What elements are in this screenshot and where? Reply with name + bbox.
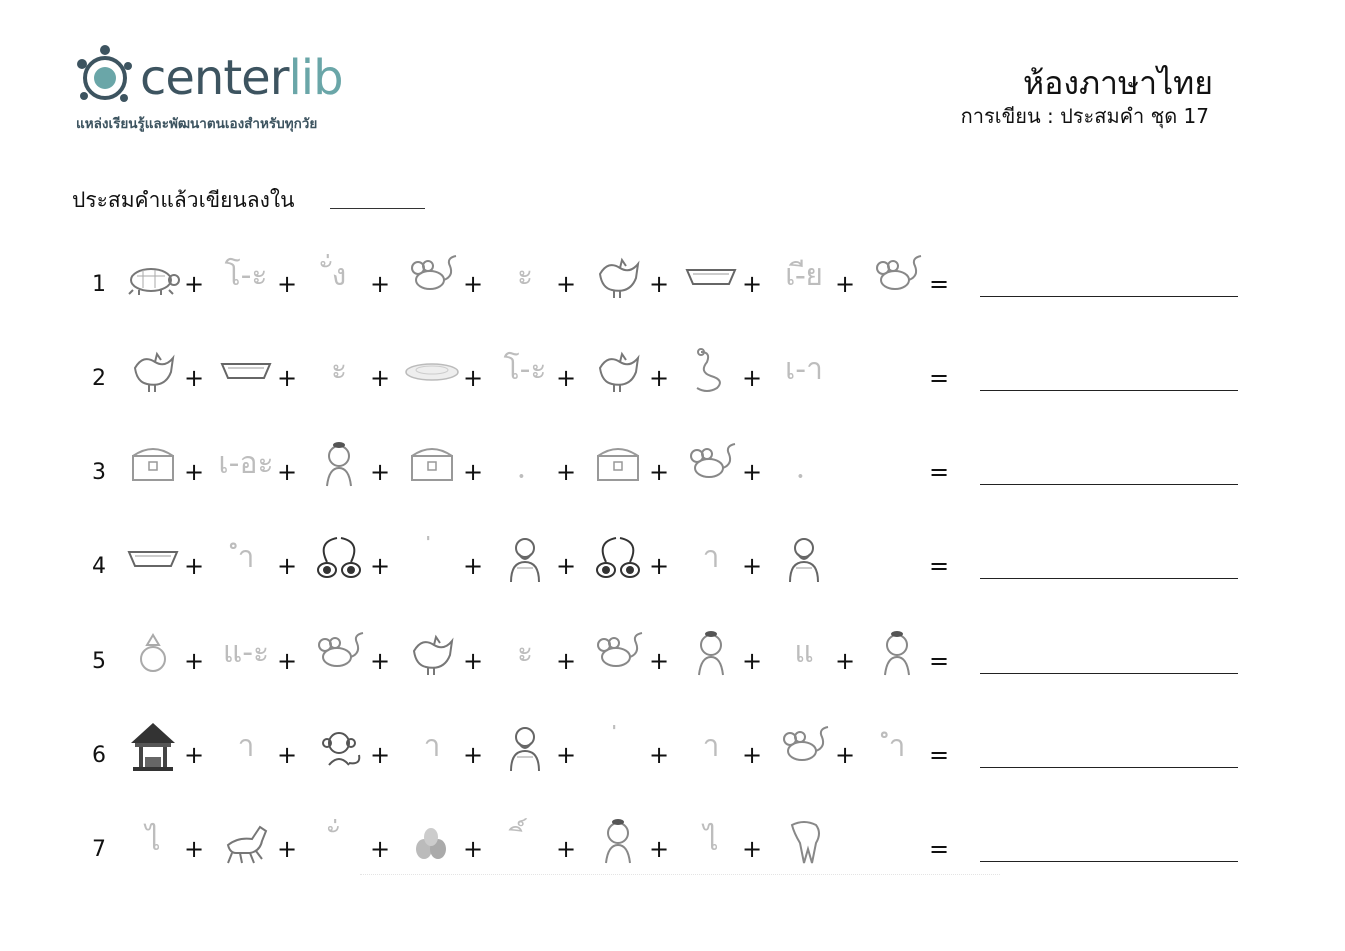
plus-sign: + (649, 270, 670, 298)
plus-sign: + (556, 364, 577, 392)
child-icon (681, 621, 741, 685)
dotted-vowel-glyph (495, 621, 555, 685)
row-number: 2 (92, 366, 106, 391)
mouse-icon (402, 244, 462, 308)
plus-sign: + (742, 835, 763, 863)
plus-sign: + (184, 458, 205, 486)
dotted-vowel-glyph (867, 715, 927, 779)
cymbals-icon (588, 526, 648, 590)
glyph-text: แ-ะ (222, 635, 270, 670)
glyph-text: ำ (888, 729, 906, 764)
equals-sign: = (929, 364, 950, 392)
answer-line[interactable] (980, 484, 1238, 485)
plus-sign: + (742, 552, 763, 580)
plus-sign: + (742, 647, 763, 675)
plus-sign: + (277, 741, 298, 769)
mouse-icon (867, 244, 927, 308)
plus-sign: + (463, 458, 484, 486)
room-title: ห้องภาษาไทย (1023, 64, 1213, 102)
row-number: 3 (92, 460, 106, 485)
plus-sign: + (463, 552, 484, 580)
plus-sign: + (463, 647, 484, 675)
answer-line[interactable] (980, 578, 1238, 579)
mouse-icon (681, 432, 741, 496)
plus-sign: + (277, 458, 298, 486)
chicken-icon (588, 244, 648, 308)
dotted-vowel-glyph (216, 715, 276, 779)
glyph-text: ำ (237, 540, 255, 575)
plus-sign: + (742, 270, 763, 298)
equals-sign: = (929, 741, 950, 769)
dotted-vowel-glyph (309, 809, 369, 873)
plus-sign: + (277, 552, 298, 580)
glyph-text: ั่ง (331, 258, 347, 293)
glyph-text: ะ (516, 635, 534, 670)
child-icon (309, 432, 369, 496)
dotted-vowel-glyph (681, 809, 741, 873)
dotted-vowel-glyph (774, 432, 834, 496)
pavilion-icon (123, 715, 183, 779)
answer-line[interactable] (980, 861, 1238, 862)
answer-line[interactable] (980, 767, 1238, 768)
dotted-vowel-glyph (681, 526, 741, 590)
equals-sign: = (929, 835, 950, 863)
dotted-vowel-glyph (495, 809, 555, 873)
plus-sign: + (370, 741, 391, 769)
tooth-icon (774, 809, 834, 873)
row-number: 7 (92, 837, 106, 862)
glyph-text: า (702, 540, 720, 575)
plus-sign: + (649, 741, 670, 769)
plus-sign: + (556, 647, 577, 675)
eggs-icon (402, 809, 462, 873)
plus-sign: + (277, 364, 298, 392)
chicken-icon (402, 621, 462, 685)
plus-sign: + (463, 270, 484, 298)
plus-sign: + (742, 364, 763, 392)
plus-sign: + (277, 647, 298, 675)
plus-sign: + (184, 835, 205, 863)
plus-sign: + (556, 741, 577, 769)
equals-sign: = (929, 552, 950, 580)
answer-line[interactable] (980, 296, 1238, 297)
exercise-row (0, 244, 1345, 324)
glyph-text: ไ (145, 823, 161, 858)
plus-sign: + (463, 741, 484, 769)
plus-sign: + (463, 835, 484, 863)
logo-wordmark (140, 48, 343, 108)
dotted-vowel-glyph (774, 338, 834, 402)
answer-line[interactable] (980, 390, 1238, 391)
plus-sign: + (556, 458, 577, 486)
dotted-vowel-glyph (774, 621, 834, 685)
turtle-icon (123, 244, 183, 308)
glyph-text: แ (794, 635, 814, 670)
monkey-icon (309, 715, 369, 779)
snake-icon (681, 338, 741, 402)
plus-sign: + (463, 364, 484, 392)
chest-icon (123, 432, 183, 496)
dotted-vowel-glyph (495, 338, 555, 402)
plus-sign: + (556, 835, 577, 863)
equals-sign: = (929, 647, 950, 675)
centerlib-logo (72, 42, 392, 137)
plate-icon (402, 338, 462, 402)
plus-sign: + (277, 835, 298, 863)
answer-line[interactable] (980, 673, 1238, 674)
plus-sign: + (835, 741, 856, 769)
plus-sign: + (649, 552, 670, 580)
plus-sign: + (649, 835, 670, 863)
hermit-icon (495, 715, 555, 779)
footer-divider (360, 874, 1000, 875)
glyph-text: โ-ะ (503, 352, 547, 387)
dotted-vowel-glyph (216, 432, 276, 496)
dotted-vowel-glyph (402, 715, 462, 779)
instruction-blank-line (330, 208, 425, 209)
row-number: 1 (92, 272, 106, 297)
plus-sign: + (370, 552, 391, 580)
glyph-text: า (702, 729, 720, 764)
plus-sign: + (184, 270, 205, 298)
glyph-text: เ-า (785, 352, 823, 387)
mouse-icon (588, 621, 648, 685)
dotted-vowel-glyph (774, 244, 834, 308)
glyph-text: โ-ะ (224, 258, 268, 293)
chest-icon (402, 432, 462, 496)
plus-sign: + (556, 270, 577, 298)
plus-sign: + (742, 458, 763, 486)
plus-sign: + (370, 835, 391, 863)
glyph-text: ะ (330, 352, 348, 387)
dotted-vowel-glyph (309, 244, 369, 308)
exercise-row (0, 432, 1345, 512)
logo-mark-icon (72, 42, 136, 106)
boat-icon (123, 526, 183, 590)
equals-sign: = (929, 270, 950, 298)
exercise-row (0, 715, 1345, 795)
dotted-vowel-glyph (495, 432, 555, 496)
cymbals-icon (309, 526, 369, 590)
logo-tagline: แหล่งเรียนรู้และพัฒนาตนเองสำหรับทุกวัย (76, 116, 318, 132)
glyph-text: า (237, 729, 255, 764)
plus-sign: + (184, 364, 205, 392)
plus-sign: + (370, 364, 391, 392)
exercise-row (0, 621, 1345, 701)
plus-sign: + (370, 458, 391, 486)
exercise-row (0, 809, 1345, 889)
plus-sign: + (835, 647, 856, 675)
child-icon (867, 621, 927, 685)
dotted-vowel-glyph (123, 809, 183, 873)
mouse-icon (309, 621, 369, 685)
glyph-text: ไ (703, 823, 719, 858)
plus-sign: + (184, 741, 205, 769)
boat-icon (681, 244, 741, 308)
dotted-vowel-glyph (216, 244, 276, 308)
logo-word-lib: lib (288, 50, 343, 106)
equals-sign: = (929, 458, 950, 486)
ring-icon (123, 621, 183, 685)
plus-sign: + (277, 270, 298, 298)
child-icon (588, 809, 648, 873)
dotted-vowel-glyph (681, 715, 741, 779)
row-number: 5 (92, 649, 106, 674)
hermit-icon (774, 526, 834, 590)
dotted-vowel-glyph (216, 526, 276, 590)
mouse-icon (774, 715, 834, 779)
chicken-icon (588, 338, 648, 402)
chest-icon (588, 432, 648, 496)
glyph-text: เ-ีย (785, 258, 823, 293)
exercise-row (0, 526, 1345, 606)
glyph-text: ะ (516, 258, 534, 293)
glyph-text: า (423, 729, 441, 764)
row-number: 6 (92, 743, 106, 768)
dotted-vowel-glyph (216, 621, 276, 685)
worksheet-set-title: การเขียน : ประสมคำ ชุด 17 (960, 104, 1209, 128)
dotted-vowel-glyph (588, 715, 648, 779)
dotted-vowel-glyph (402, 526, 462, 590)
plus-sign: + (184, 647, 205, 675)
instruction-text: ประสมคำแล้วเขียนลงใน (72, 188, 295, 212)
plus-sign: + (370, 270, 391, 298)
row-number: 4 (92, 554, 106, 579)
plus-sign: + (556, 552, 577, 580)
chicken-icon (123, 338, 183, 402)
plus-sign: + (370, 647, 391, 675)
plus-sign: + (649, 364, 670, 392)
plus-sign: + (649, 647, 670, 675)
glyph-text: เ-อะ (218, 446, 274, 481)
dotted-vowel-glyph (309, 338, 369, 402)
boat-icon (216, 338, 276, 402)
horse-icon (216, 809, 276, 873)
plus-sign: + (184, 552, 205, 580)
plus-sign: + (835, 270, 856, 298)
exercise-row (0, 338, 1345, 418)
dotted-vowel-glyph (495, 244, 555, 308)
hermit-icon (495, 526, 555, 590)
plus-sign: + (742, 741, 763, 769)
logo-word-center: center (140, 50, 289, 106)
plus-sign: + (649, 458, 670, 486)
